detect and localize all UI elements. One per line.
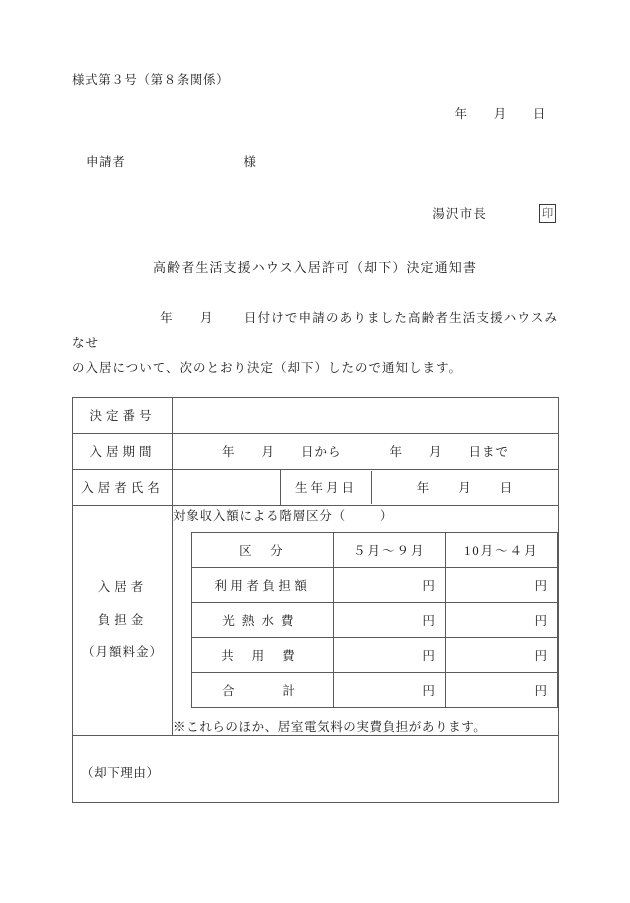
- payment-label-line3: （月額料金）: [81, 645, 163, 660]
- residence-period-value[interactable]: [173, 433, 559, 469]
- dob-day: 日: [499, 481, 514, 495]
- fee-user-burden-oct-apr[interactable]: 円: [445, 567, 557, 602]
- table-row: [192, 567, 558, 602]
- issuer-row: [72, 204, 558, 223]
- dob-month: 月: [458, 481, 472, 495]
- period-from-month: 月: [261, 445, 275, 459]
- income-tier-close: ）: [379, 508, 394, 523]
- fee-common-may-sep[interactable]: 円: [333, 637, 445, 672]
- table-row: [192, 637, 558, 672]
- fee-item-common: 共用費: [192, 637, 334, 672]
- fee-user-burden-may-sep[interactable]: 円: [333, 567, 445, 602]
- issue-date-month: 月: [493, 106, 507, 121]
- issue-date-line: [72, 104, 558, 122]
- form-number: 様式第３号（第８条関係）: [72, 73, 230, 87]
- table-row-decision-number: [73, 397, 559, 433]
- electricity-note: ※これらのほか、居室電気料の実費負担があります。: [173, 719, 487, 734]
- payment-label-line1: 入居者: [97, 580, 148, 595]
- fee-item-total: 合計: [192, 672, 334, 707]
- applicant-honorific: 様: [243, 154, 257, 169]
- applicant-row: [72, 152, 558, 170]
- dob-year: 年: [416, 481, 431, 495]
- table-row: [192, 672, 558, 707]
- residence-period-label: 入居期間: [73, 433, 173, 469]
- table-row-resident-name: [73, 469, 559, 505]
- fee-total-oct-apr[interactable]: 円: [445, 672, 557, 707]
- resident-name-label: 入居者氏名: [73, 469, 173, 505]
- body-line1-rest: 日付けで申請のありました高齢者生活支援ハウスみなせ: [72, 310, 558, 350]
- payment-label-line2: 負担金: [97, 612, 148, 627]
- fee-item-utilities: 光熱水費: [192, 602, 334, 637]
- issuer-name: 湯沢市長: [432, 207, 487, 221]
- fee-total-may-sep[interactable]: 円: [333, 672, 445, 707]
- period-to-month: 月: [429, 445, 443, 459]
- resident-dob-label: 生年月日: [281, 471, 372, 504]
- payment-label: [73, 505, 173, 735]
- period-from-year: 年: [221, 445, 236, 459]
- document-title: 高齢者生活支援ハウス入居許可（却下）決定通知書: [153, 259, 477, 275]
- fee-common-oct-apr[interactable]: 円: [445, 637, 557, 672]
- table-row-residence-period: [73, 433, 559, 469]
- decision-number-value[interactable]: [173, 397, 559, 433]
- resident-dob-group: [281, 469, 559, 505]
- rejection-reason-cell[interactable]: [73, 735, 559, 802]
- resident-dob-value[interactable]: [372, 471, 559, 504]
- fee-header-category: 区 分: [192, 532, 334, 567]
- table-row-payment: [73, 505, 559, 735]
- decision-number-label: 決定番号: [73, 397, 173, 433]
- fee-header-may-sep: ５月～９月: [333, 532, 445, 567]
- fee-header-oct-apr: 10月～４月: [445, 532, 557, 567]
- income-tier-line: [173, 506, 558, 524]
- issue-date-day: 日: [532, 106, 546, 121]
- fee-table-header-row: [192, 532, 558, 567]
- fee-table: [191, 532, 558, 708]
- body-month: 月: [199, 310, 214, 325]
- issue-date-year: 年: [454, 106, 468, 121]
- body-paragraph: [72, 306, 558, 381]
- payment-detail-area: [173, 505, 559, 735]
- form-sheet: [72, 72, 558, 803]
- period-to-day: 日まで: [468, 445, 510, 459]
- table-row-rejection-reason: [73, 735, 559, 802]
- fee-item-user-burden: 利用者負担額: [192, 567, 334, 602]
- rejection-reason-label: （却下理由）: [81, 766, 160, 780]
- table-row: [192, 602, 558, 637]
- applicant-label: 申請者: [86, 154, 126, 169]
- period-to-year: 年: [389, 445, 404, 459]
- body-line2: の入居について、次のとおり決定（却下）したので通知します。: [72, 360, 463, 375]
- resident-name-value[interactable]: [173, 469, 281, 505]
- fee-utilities-oct-apr[interactable]: 円: [445, 602, 557, 637]
- seal-stamp-icon: 印: [539, 204, 556, 223]
- decision-table: [72, 397, 559, 803]
- fee-utilities-may-sep[interactable]: 円: [333, 602, 445, 637]
- body-year: 年: [160, 310, 174, 325]
- income-tier-label: 対象収入額による階層区分（: [173, 508, 346, 523]
- period-from-day: 日から: [300, 445, 342, 459]
